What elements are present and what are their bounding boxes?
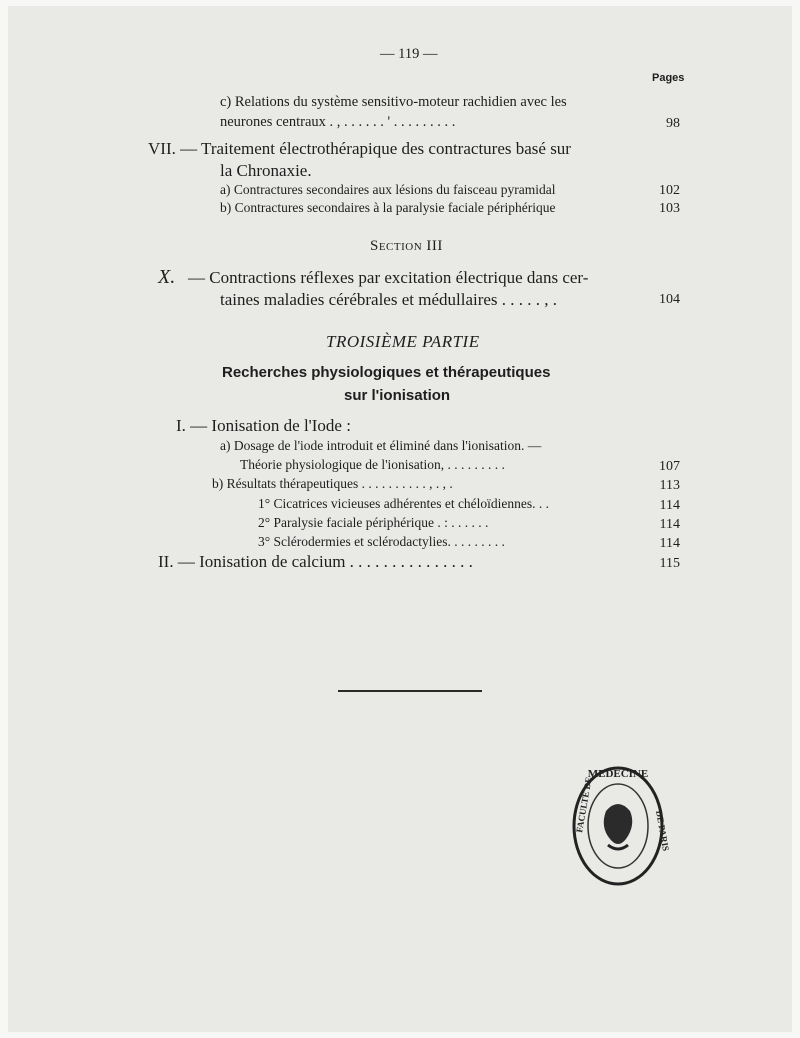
pages-column-label: Pages <box>652 72 685 84</box>
toc-entry-c-relations-line2: neurones centraux . , . . . . . . ' . . . . . . . . . <box>220 114 456 130</box>
toc-page-114-a: 114 <box>659 498 680 513</box>
toc-entry-iode-item-3: 3° Sclérodermies et sclérodactylies. . . . . . . . . <box>258 534 505 549</box>
toc-entry-iode-a-line1: a) Dosage de l'iode introduit et éliminé dans l'ionisation. — <box>220 438 542 453</box>
page-number: — 119 — <box>380 46 438 62</box>
toc-entry-calcium: II. — Ionisation de calcium . . . . . . . . . . . . . . . <box>158 552 473 571</box>
part-three-subtitle-line1: Recherches physiologiques et thérapeutiques <box>222 364 551 381</box>
stamp-text-top: MEDECINE <box>587 768 649 780</box>
toc-entry-iode-heading: I. — Ionisation de l'Iode : <box>176 416 351 435</box>
toc-entry-iode-b: b) Résultats thérapeutiques . . . . . . . . . . , . , . <box>212 476 453 491</box>
section-iii-title: Section III <box>370 238 443 254</box>
toc-entry-iode-item-1: 1° Cicatrices vicieuses adhérentes et chéloïdiennes. . . <box>258 496 550 511</box>
document-page <box>8 6 792 1032</box>
toc-page-114-c: 114 <box>659 536 680 551</box>
toc-page-114-b: 114 <box>659 517 680 532</box>
library-stamp-seal <box>568 761 672 891</box>
toc-page-104: 104 <box>659 292 680 307</box>
stamp-text-right: DE PARIS <box>654 809 672 852</box>
toc-page-103: 103 <box>659 201 680 216</box>
end-divider <box>338 690 482 692</box>
stamp-text-left: FACULTE DE <box>574 776 594 834</box>
part-three-subtitle-line2: sur l'ionisation <box>344 387 451 404</box>
toc-entry-vii-line2: la Chronaxie. <box>220 161 312 180</box>
toc-page-113: 113 <box>659 478 680 493</box>
toc-entry-c-relations-line1: c) Relations du système sensitivo-moteur rachidien avec les <box>220 94 567 110</box>
toc-page-98: 98 <box>666 116 680 131</box>
toc-page-107: 107 <box>659 459 680 474</box>
part-three-title: TROISIÈME PARTIE <box>326 332 480 351</box>
toc-entry-vii-line1: VII. — Traitement électrothérapique des contractures basé sur <box>148 139 571 158</box>
handwritten-mark: X. <box>158 266 176 288</box>
toc-entry-section3-line2: taines maladies cérébrales et médullaires . . . . . , . <box>220 290 558 309</box>
toc-entry-section3-line1: — Contractions réflexes par excitation électrique dans cer- <box>188 268 589 287</box>
toc-entry-iode-item-2: 2° Paralysie faciale périphérique . : . . . . . . <box>258 515 489 530</box>
toc-page-102: 102 <box>659 183 680 198</box>
toc-entry-iode-a-line2: Théorie physiologique de l'ionisation, . . . . . . . . . <box>240 457 505 472</box>
toc-entry-vii-a: a) Contractures secondaires aux lésions du faisceau pyramidal <box>220 182 556 197</box>
toc-page-115: 115 <box>659 556 680 571</box>
toc-entry-vii-b: b) Contractures secondaires à la paralysie faciale périphérique <box>220 200 556 215</box>
